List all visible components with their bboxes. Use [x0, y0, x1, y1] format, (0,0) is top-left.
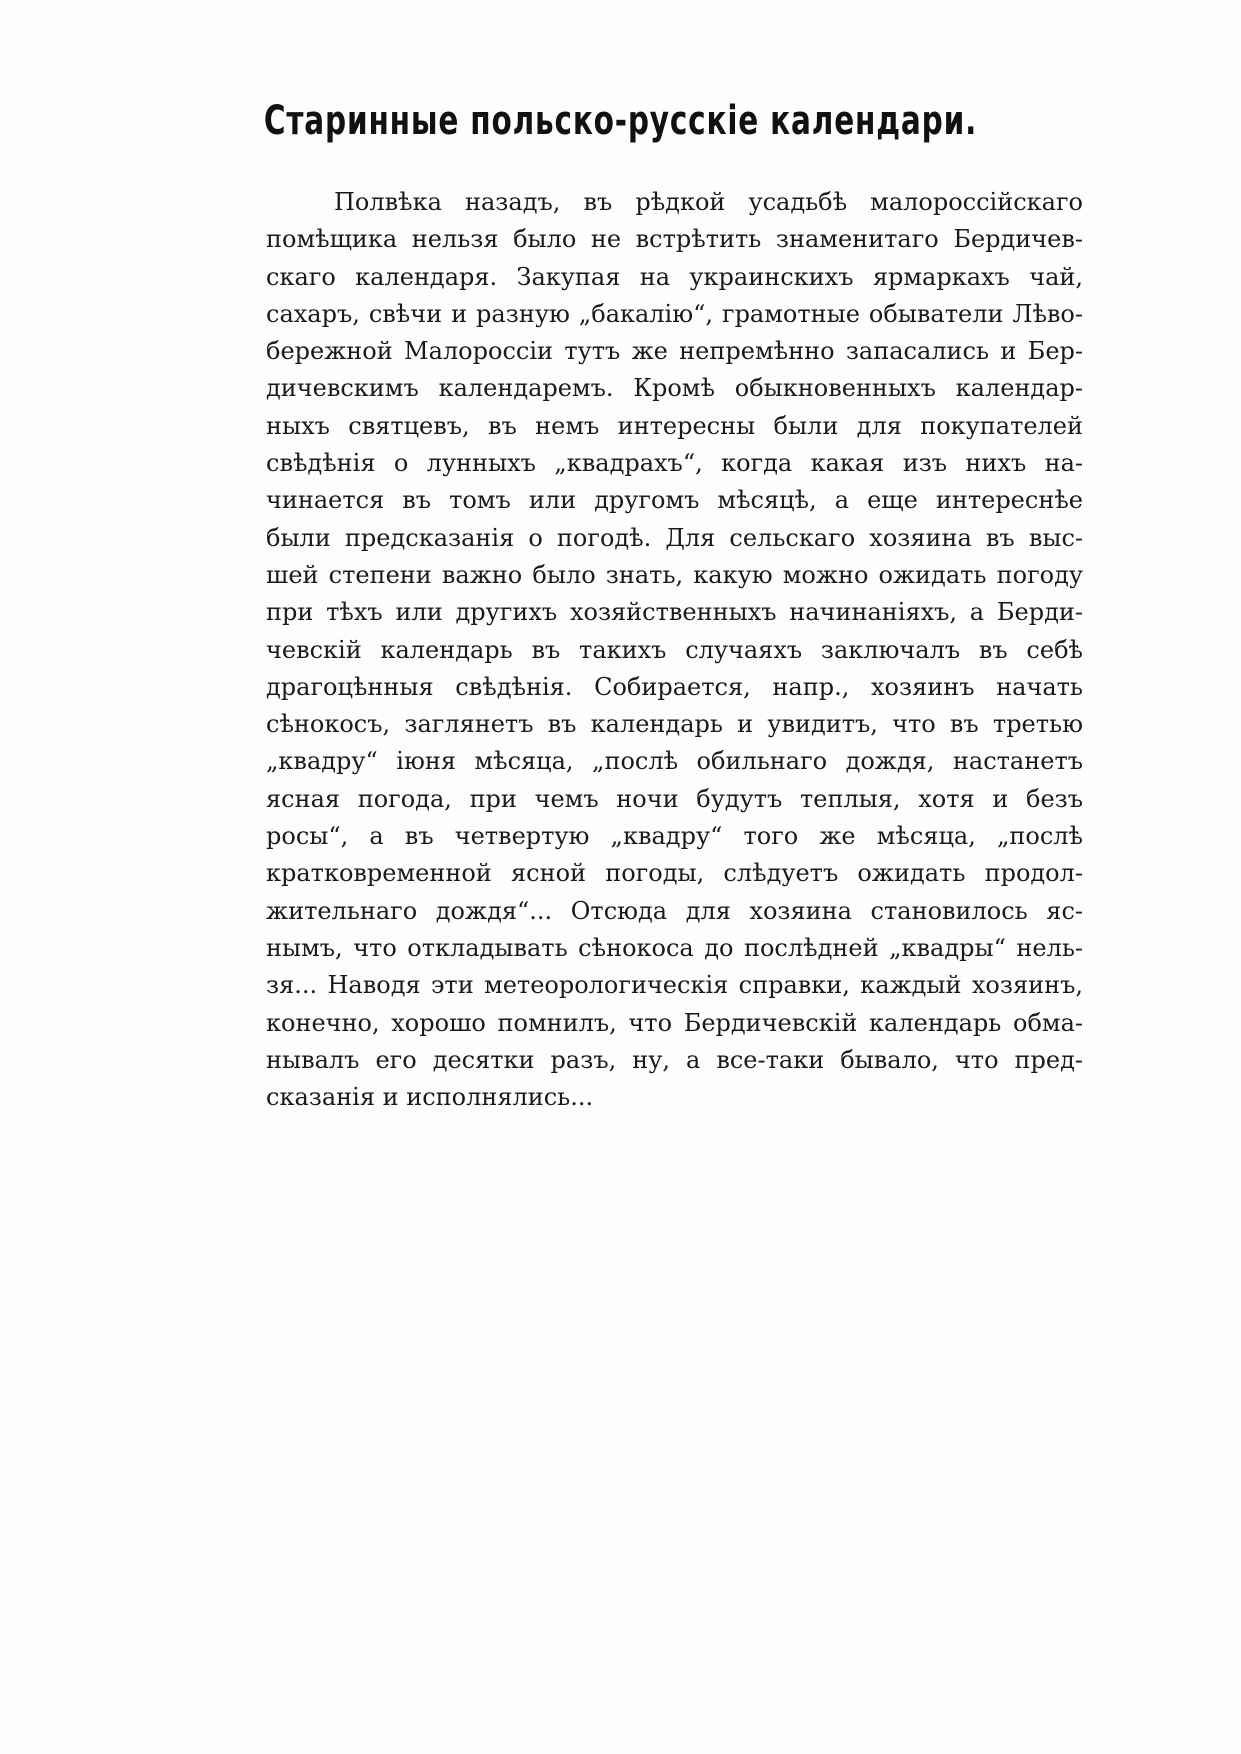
text-line: свѣдѣнія о лунныхъ „квадрахъ“, когда какая изъ нихъ на- [266, 449, 1083, 478]
text-line: сѣнокосъ, заглянетъ въ календарь и увидитъ, что въ третью [266, 710, 1083, 739]
text-line: при тѣхъ или другихъ хозяйственныхъ начинаніяхъ, а Берди- [266, 598, 1083, 627]
text-line: дичевскимъ календаремъ. Кромѣ обыкновенныхъ календар- [266, 374, 1083, 403]
text-line: сказанія и исполнялись... [266, 1083, 594, 1112]
text-line: конечно, хорошо помнилъ, что Бердичевскій календарь обма- [266, 1008, 1083, 1037]
text-line: помѣщика нельзя было не встрѣтить знаменитаго Бердичев- [266, 225, 1083, 254]
body-paragraph [266, 184, 1083, 1116]
text-line: нымъ, что откладывать сѣнокоса до послѣдней „квадры“ нель- [266, 933, 1083, 962]
text-line: жительнаго дождя“... Отсюда для хозяина становилось яс- [266, 896, 1083, 925]
text-line: зя... Наводя эти метеорологическія справки, каждый хозяинъ, [266, 971, 1083, 1000]
text-line: чевскій календарь въ такихъ случаяхъ заключалъ въ себѣ [266, 635, 1083, 664]
text-line: чинается въ томъ или другомъ мѣсяцѣ, а еще интереснѣе [266, 486, 1083, 515]
text-line: „квадру“ іюня мѣсяца, „послѣ обильнаго дождя, настанетъ [266, 747, 1083, 776]
text-line: скаго календаря. Закупая на украинскихъ ярмаркахъ чай, [266, 262, 1083, 291]
text-line: драгоцѣнныя свѣдѣнія. Собирается, напр., хозяинъ начать [266, 672, 1083, 701]
text-line: ясная погода, при чемъ ночи будутъ теплыя, хотя и безъ [266, 784, 1083, 813]
text-line: ныхъ святцевъ, въ немъ интересны были для покупателей [266, 411, 1083, 440]
text-line: росы“, а въ четвертую „квадру“ того же мѣсяца, „послѣ [266, 822, 1083, 851]
text-line: были предсказанія о погодѣ. Для сельскаго хозяина въ выс- [266, 523, 1083, 552]
text-line: сахаръ, свѣчи и разную „бакалію“, грамотные обыватели Лѣво- [266, 299, 1083, 328]
text-line: бережной Малороссіи тутъ же непремѣнно запасались и Бер- [266, 337, 1083, 366]
text-line: нывалъ его десятки разъ, ну, а все-таки бывало, что пред- [266, 1045, 1083, 1074]
text-line: шей степени важно было знать, какую можно ожидать погоду [266, 560, 1083, 589]
page-title: Старинные польско-русскіе календари. [263, 98, 978, 144]
text-line: кратковременной ясной погоды, слѣдуетъ ожидать продол- [266, 859, 1083, 888]
text-line: Полвѣка назадъ, въ рѣдкой усадьбѣ малороссійскаго [334, 188, 1083, 216]
